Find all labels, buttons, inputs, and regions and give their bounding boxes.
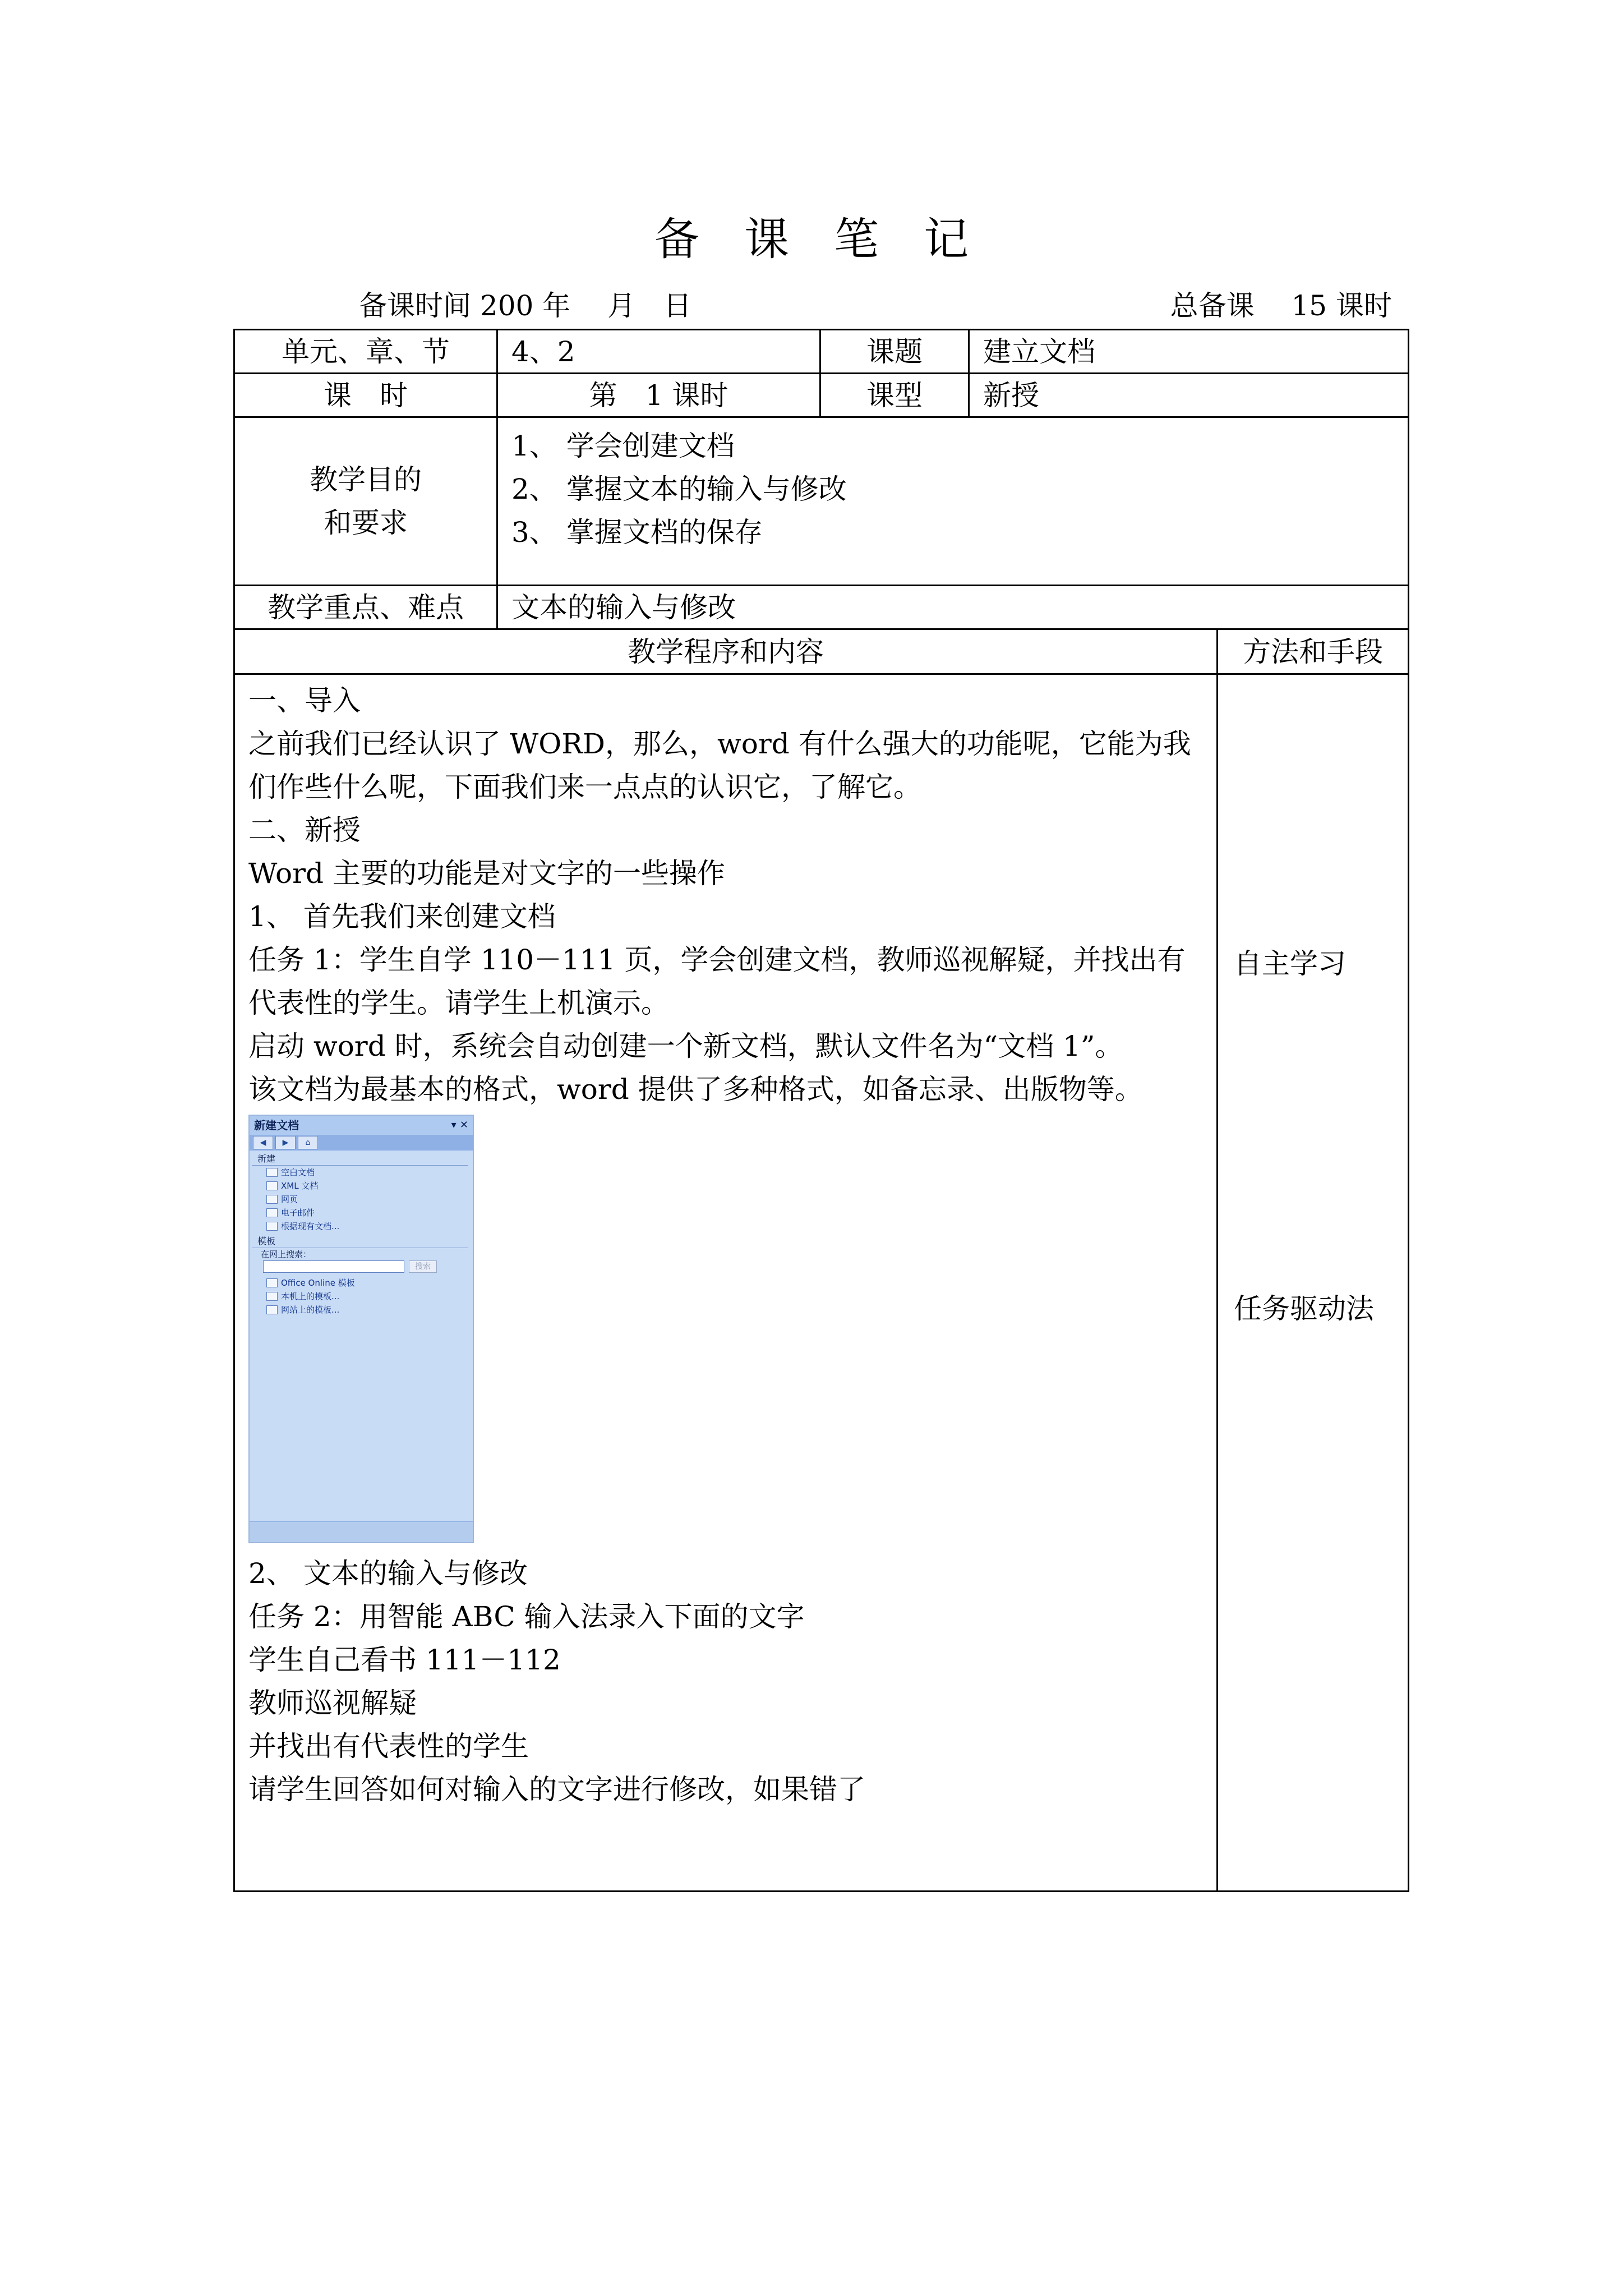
pane-search-input bbox=[263, 1260, 404, 1273]
paragraph: 1、 首先我们来创建文档 bbox=[248, 900, 556, 933]
paragraph: 该文档为最基本的格式，word 提供了多种格式，如备忘录、出版物等。 bbox=[248, 1073, 1143, 1106]
goal-item: 1、 学会创建文档 bbox=[511, 430, 735, 462]
prep-time: 备课时间 200 年 月 日 bbox=[359, 289, 692, 322]
lesson-plan-table bbox=[233, 329, 1409, 1892]
pane-search-label: 在网上搜索： bbox=[261, 1249, 312, 1259]
pane-close-icon: ▾ ✕ bbox=[451, 1119, 468, 1131]
template-icon bbox=[266, 1292, 278, 1301]
template-icon bbox=[266, 1305, 278, 1314]
procedure-content bbox=[234, 674, 1218, 1892]
pane-nav bbox=[250, 1135, 473, 1151]
type-label: 课型 bbox=[820, 374, 969, 417]
type-value: 新授 bbox=[969, 374, 1409, 417]
total-periods: 总备课 15 课时 bbox=[1170, 289, 1392, 322]
pane-search bbox=[250, 1260, 473, 1273]
pane-search-button: 搜索 bbox=[409, 1260, 437, 1273]
paragraph: 请学生回答如何对输入的文字进行修改，如果错了 bbox=[248, 1773, 865, 1806]
paragraph: 教师巡视解疑 bbox=[248, 1687, 417, 1719]
focus-label: 教学重点、难点 bbox=[234, 586, 497, 629]
pane-bottom-bar bbox=[250, 1521, 473, 1542]
globe-icon bbox=[266, 1278, 278, 1287]
goals-label-line1: 教学目的 bbox=[310, 463, 422, 496]
document-icon bbox=[266, 1181, 278, 1190]
section-new: 二、新授 bbox=[248, 814, 361, 846]
goals-label bbox=[234, 417, 497, 586]
pane-item: 电子邮件 bbox=[250, 1206, 473, 1220]
pane-item: Office Online 模板 bbox=[250, 1276, 473, 1290]
task-2: 任务 2：用智能 ABC 输入法录入下面的文字 bbox=[248, 1600, 805, 1633]
topic-value: 建立文档 bbox=[969, 330, 1409, 374]
period-value: 第 1 课时 bbox=[497, 374, 820, 417]
pane-title-bar bbox=[250, 1116, 473, 1135]
pane-title: 新建文档 bbox=[254, 1119, 299, 1132]
goal-item: 3、 掌握文档的保存 bbox=[511, 516, 763, 549]
mail-icon bbox=[266, 1208, 278, 1217]
method-task-driven: 任务驱动法 bbox=[1234, 1292, 1374, 1325]
paragraph: 启动 word 时，系统会自动创建一个新文档，默认文件名为“文档 1”。 bbox=[248, 1030, 1123, 1062]
paragraph: 2、 文本的输入与修改 bbox=[248, 1557, 528, 1590]
goals-label-line2: 和要求 bbox=[324, 507, 408, 539]
goal-item: 2、 掌握文本的输入与修改 bbox=[511, 473, 847, 505]
goals-list bbox=[497, 417, 1409, 586]
method-self-study: 自主学习 bbox=[1234, 947, 1346, 980]
method-header: 方法和手段 bbox=[1218, 629, 1409, 674]
pane-item: 网站上的模板... bbox=[250, 1303, 473, 1317]
home-icon: ⌂ bbox=[298, 1136, 318, 1149]
intro-paragraph: 之前我们已经认识了 WORD，那么，word 有什么强大的功能呢，它能为我们作些什么呢，下面我们来一点点的认识它，了解它。 bbox=[248, 728, 1191, 803]
pane-item: 根据现有文档... bbox=[250, 1220, 473, 1233]
unit-value: 4、2 bbox=[497, 330, 820, 374]
procedure-header: 教学程序和内容 bbox=[234, 629, 1218, 674]
paragraph: Word 主要的功能是对文字的一些操作 bbox=[248, 857, 725, 890]
folder-icon bbox=[266, 1222, 278, 1231]
pane-item: XML 文档 bbox=[250, 1179, 473, 1193]
task-1: 任务 1：学生自学 110－111 页，学会创建文档，教师巡视解疑，并找出有代表性的学生。请学生上机演示。 bbox=[248, 944, 1186, 1019]
forward-icon: ▶ bbox=[275, 1136, 296, 1149]
topic-label: 课题 bbox=[820, 330, 969, 374]
document-title: 备 课 笔 记 bbox=[654, 213, 969, 265]
document-icon bbox=[266, 1168, 278, 1177]
pane-item: 本机上的模板... bbox=[250, 1290, 473, 1303]
pane-template-section: 模板 bbox=[252, 1235, 468, 1248]
paragraph: 学生自己看书 111－112 bbox=[248, 1644, 561, 1676]
unit-label: 单元、章、节 bbox=[234, 330, 497, 374]
method-column bbox=[1218, 674, 1409, 1892]
back-icon: ◀ bbox=[253, 1136, 273, 1149]
new-document-pane-screenshot bbox=[248, 1115, 474, 1543]
pane-item: 网页 bbox=[250, 1193, 473, 1206]
pane-new-section: 新建 bbox=[252, 1153, 468, 1166]
focus-value: 文本的输入与修改 bbox=[497, 586, 1409, 629]
section-intro: 一、导入 bbox=[248, 684, 361, 717]
pane-item: 空白文档 bbox=[250, 1166, 473, 1179]
document-icon bbox=[266, 1195, 278, 1204]
paragraph: 并找出有代表性的学生 bbox=[248, 1730, 529, 1763]
period-label: 课 时 bbox=[234, 374, 497, 417]
